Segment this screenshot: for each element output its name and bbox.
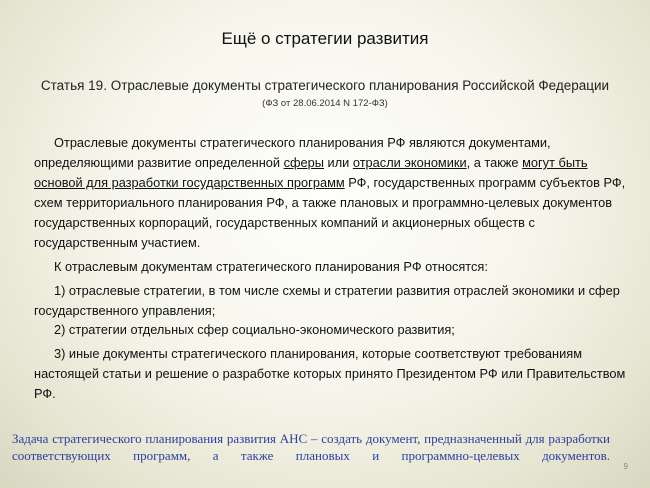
paragraph-text: РФ, государственных программ субъектов РФ, схем территориального планирования РФ, а также плановых и программно-целевых документов государственных корпораций, государственных компаний и акционерных обществ с государственным участием. xyxy=(34,175,626,250)
underlined-term: могут быть основой для разработки государственных программ xyxy=(34,155,588,190)
underlined-term: сферы xyxy=(283,155,324,170)
list-item: 3) иные документы стратегического планирования, которые соответствуют требованиям настоящей статьи и решение о разработке которых принято Президентом РФ или Правительством РФ. xyxy=(34,346,626,401)
footer-note: Задача стратегического планирования развития АНС – создать документ, предназначенный для разработки соответствующих программ, а также плановых и программно-целевых документов. xyxy=(12,431,610,463)
article-subtitle: (ФЗ от 28.06.2014 N 172-ФЗ) xyxy=(262,98,388,109)
page-number: 9 xyxy=(623,462,628,471)
underlined-term: отрасли экономики xyxy=(352,155,467,170)
slide-title: Ещё о стратегии развития xyxy=(221,29,429,48)
list-intro: К отраслевым документам стратегического планирования РФ относятся: xyxy=(54,259,488,274)
paragraph-text: Отраслевые документы стратегического планирования РФ являются документами, определяющими развитие определенной xyxy=(34,135,551,170)
paragraph-definition xyxy=(34,133,626,253)
list-item: 1) отраслевые стратегии, в том числе схемы и стратегии развития отраслей экономики и сфер государственного управления; xyxy=(34,283,620,318)
list-item: 2) стратегии отдельных сфер социально-экономического развития; xyxy=(54,322,455,337)
paragraph-text: или xyxy=(323,155,353,170)
article-title: Статья 19. Отраслевые документы стратегического планирования Российской Федерации xyxy=(40,78,610,93)
paragraph-text: , а также xyxy=(466,155,523,170)
